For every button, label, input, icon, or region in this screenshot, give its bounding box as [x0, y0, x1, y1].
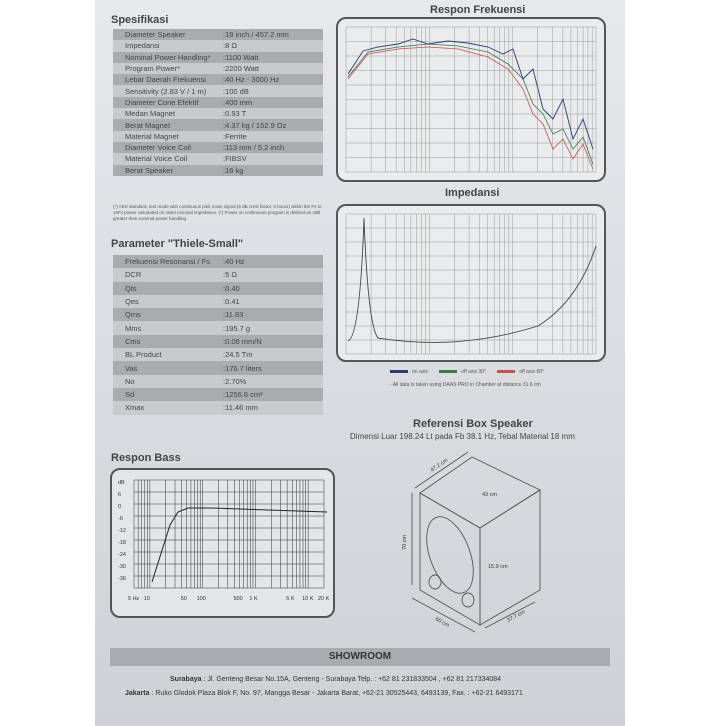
legend-off-axis-60: off axis 60°: [519, 369, 545, 375]
row-value: :5 Ω: [223, 270, 237, 280]
y-tick-label: -36: [118, 576, 126, 582]
legend-swatch-off-axis-60: [497, 370, 515, 373]
row-value: :11.83: [223, 310, 244, 320]
spesifikasi-footnote: (*) AES standard, test mode with continuous pink noise signal (6 dB crest factor, 2 hours) within the Fs to 10Fs power calculated on rated nominal impedance. (*) Power on continuous program is defined as 3dB greater than nominal power handling.: [113, 204, 322, 221]
y-tick-label: -6: [118, 516, 123, 522]
row-label: Lebar Daerah Frekuensi: [125, 75, 206, 85]
row-value: :0.93 T: [223, 109, 247, 119]
y-tick-label: dB: [118, 480, 125, 486]
row-value: :8 Ω: [223, 41, 237, 51]
row-value: :1100 Watt: [223, 52, 259, 62]
table-row: [113, 52, 323, 63]
box-subtitle: Dimensi Luar 198.24 Lt pada Fb 38.1 Hz, Tebal Material 18 mm: [350, 432, 575, 441]
table-row: [113, 74, 323, 85]
dim-depth: 47.2 cm: [429, 457, 450, 474]
thiele-small-title: Parameter "Thiele-Small": [111, 238, 244, 250]
surabaya-address: [170, 676, 501, 683]
table-row: [113, 375, 323, 388]
row-label: Xmax: [125, 403, 145, 413]
jakarta-text: : Ruko Glodok Plaza Blok F, No. 97, Mangga Besar - Jakarta Barat, +62-21 30525443, 6493139, Fax. : +62-21 6493171: [151, 690, 523, 697]
y-tick-label: -30: [118, 564, 126, 570]
row-value: :0.08 mm/N: [223, 336, 262, 346]
row-value: :40 Hz: [223, 257, 245, 267]
impedansi-title: Impedansi: [445, 187, 500, 199]
jakarta-label: Jakarta: [125, 690, 150, 697]
row-label: Qes: [125, 297, 139, 307]
table-row: [113, 85, 323, 96]
row-value: :40 Hz - 3000 Hz: [223, 75, 280, 85]
row-label: Berat Magnet: [125, 120, 171, 130]
row-value: :400 mm: [223, 97, 253, 107]
frequency-response-plot: [338, 19, 604, 180]
row-label: Mms: [125, 323, 142, 333]
table-row: [113, 97, 323, 108]
jakarta-address: [125, 690, 523, 697]
x-tick-label: 20 K: [318, 596, 330, 602]
x-tick-label: 500: [233, 596, 243, 602]
dim-height: 70 cm: [402, 535, 408, 550]
dim-port-length: 37.7 cm: [506, 609, 527, 624]
x-tick-label: 50: [180, 596, 187, 602]
impedance-curve: [348, 218, 596, 342]
table-row: [113, 268, 323, 281]
y-tick-label: -12: [118, 528, 126, 534]
legend-off-axis-30: off axis 30°: [461, 369, 486, 375]
row-label: Qms: [125, 310, 141, 320]
row-label: Material Voice Coil: [125, 154, 188, 164]
row-value: :FIBSV: [223, 154, 247, 164]
row-value: :0.40: [223, 283, 240, 293]
table-row: [113, 335, 323, 348]
surabaya-text: : Jl. Genteng Besar No.15A, Genteng - Surabaya Telp. : +62 81 231833504 , +62 81 217334084: [203, 676, 502, 683]
showroom-header: SHOWROOM: [110, 648, 610, 666]
box-diagram: [400, 450, 590, 635]
respon-bass-title: Respon Bass: [111, 452, 181, 464]
thiele-small-table: [113, 255, 323, 415]
row-label: Diameter Cone Efektif: [125, 97, 199, 107]
row-value: :1256.6 cm²: [223, 390, 263, 400]
table-row: [113, 348, 323, 361]
table-row: [113, 29, 323, 40]
row-label: Diameter Voice Coil: [125, 143, 191, 153]
row-value: :Ferrite: [223, 131, 247, 141]
spesifikasi-table: [113, 29, 323, 176]
table-row: [113, 401, 323, 414]
table-row: [113, 142, 323, 153]
row-label: Diameter Speaker: [125, 30, 186, 40]
legend-on-axis: on axis: [412, 369, 428, 375]
row-value: :16 kg: [223, 165, 244, 175]
table-row: [113, 295, 323, 308]
row-label: Cms: [125, 336, 141, 346]
legend-swatch-off-axis-30: [439, 370, 457, 373]
row-label: Material Magnet: [125, 131, 179, 141]
row-value: :11.46 mm: [223, 403, 258, 413]
y-tick-label: -18: [118, 540, 126, 546]
table-row: [113, 153, 323, 164]
respon-frekuensi-title: Respon Frekuensi: [430, 4, 526, 16]
table-row: [113, 40, 323, 51]
x-tick-label: 10: [143, 596, 151, 602]
table-row: [113, 361, 323, 374]
row-value: :4.37 kg / 152.9 Oz: [223, 120, 287, 130]
curve-off-axis-60: [348, 47, 593, 169]
row-value: :113 mm / 5.2 inch: [223, 143, 285, 153]
dim-port: 15.9 cm: [488, 564, 508, 570]
impedance-plot: [338, 206, 604, 360]
row-value: :176.7 liters: [223, 363, 262, 373]
table-row: [113, 282, 323, 295]
y-tick-label: 6: [118, 492, 122, 498]
legend-swatch-on-axis: [390, 370, 408, 373]
impedance-legend: [380, 369, 544, 375]
row-label: Sensitivity (2.83 V / 1 m): [125, 86, 207, 96]
row-label: Berat Speaker: [125, 165, 173, 175]
bass-response-chart: [110, 468, 335, 618]
dim-cone: 43 cm: [482, 492, 497, 498]
row-label: Program Power*: [125, 64, 181, 74]
spesifikasi-title: Spesifikasi: [111, 14, 169, 26]
impedance-chart: [336, 204, 606, 362]
surabaya-label: Surabaya: [170, 676, 202, 683]
x-tick-label: 10 K: [302, 596, 314, 602]
row-label: DCR: [125, 270, 142, 280]
table-row: [113, 63, 323, 74]
row-label: Medan Magnet: [125, 109, 176, 119]
row-value: :2.70%: [223, 376, 247, 386]
table-row: [113, 165, 323, 176]
bass-response-plot: [112, 470, 333, 616]
row-value: :2200 Watt: [223, 64, 259, 74]
x-tick-label: 100: [196, 596, 206, 602]
table-row: [113, 321, 323, 334]
row-label: Impedansi: [125, 41, 160, 51]
row-label: Nominal Power Handling*: [125, 52, 211, 62]
table-row: [113, 131, 323, 142]
x-tick-label: 5 K: [286, 596, 295, 602]
row-label: Qts: [125, 283, 137, 293]
row-label: Sd: [125, 390, 135, 400]
x-tick-label: 1 K: [249, 596, 258, 602]
row-value: :24.5 Tm: [223, 350, 253, 360]
y-tick-label: 0: [118, 504, 122, 510]
x-tick-label: 5 Hz: [128, 596, 140, 602]
row-label: No: [125, 376, 135, 386]
table-row: [113, 388, 323, 401]
row-value: :195.7 g: [223, 323, 251, 333]
table-row: [113, 119, 323, 130]
y-tick-label: -24: [118, 552, 126, 558]
frequency-response-chart: [336, 17, 606, 182]
table-row: [113, 255, 323, 268]
row-value: :18 inch / 457.2 mm: [223, 30, 289, 40]
row-label: Frekuensi Resonansi / Fs: [125, 257, 211, 267]
row-value: :0.41: [223, 297, 240, 307]
row-label: BL Product: [125, 350, 162, 360]
table-row: [113, 108, 323, 119]
row-label: Vas: [125, 363, 138, 373]
table-row: [113, 308, 323, 321]
row-value: :100 dB: [223, 86, 249, 96]
dim-width: 60 cm: [434, 616, 451, 629]
impedance-note: - All data is taken using DAAS PRO in Chamber at distance 31.6 cm: [390, 382, 541, 388]
box-title: Referensi Box Speaker: [413, 418, 533, 430]
